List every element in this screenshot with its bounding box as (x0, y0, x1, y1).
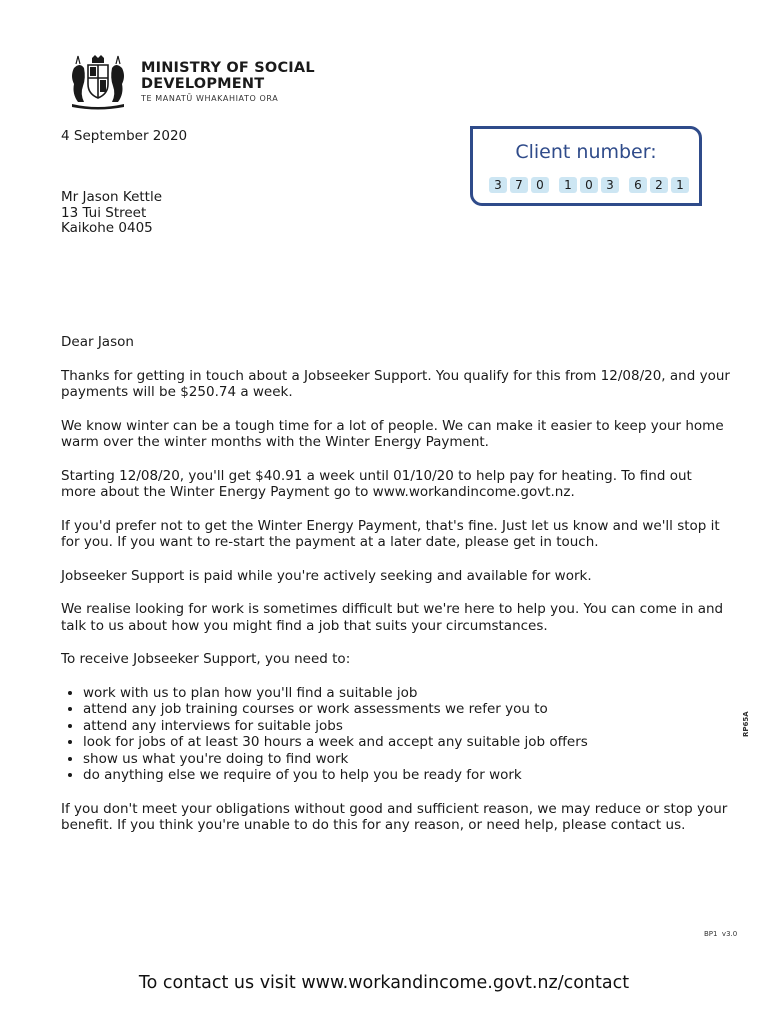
list-item: • attend any interviews for suitable jobs (83, 718, 731, 735)
paragraph: We know winter can be a tough time for a lot of people. We can make it easier to keep your home warm over the winter months with the Winter Energy Payment. (61, 417, 724, 450)
client-digit: 1 (559, 177, 577, 193)
client-number-box (470, 126, 702, 206)
side-code: RP65A (742, 711, 750, 737)
client-digit: 1 (671, 177, 689, 193)
ministry-name-line2: DEVELOPMENT (141, 76, 265, 92)
list-item: • work with us to plan how you'll find a suitable job (83, 685, 731, 702)
paragraph: We realise looking for work is sometimes difficult but we're here to help you. You can come in and talk to us about how you might find a job that suits your circumstances. (61, 601, 724, 634)
coat-of-arms-icon (66, 54, 130, 110)
client-digit: 0 (531, 177, 549, 193)
client-digit: 2 (650, 177, 668, 193)
recipient-city: Kaikohe 0405 (61, 220, 153, 236)
list-item: • look for jobs of at least 30 hours a week and accept any suitable job offers (83, 734, 731, 751)
client-digit: 7 (510, 177, 528, 193)
paragraph: Jobseeker Support is paid while you're actively seeking and available for work. (61, 567, 592, 584)
client-digit: 3 (489, 177, 507, 193)
footer-contact: To contact us visit www.workandincome.govt.nz/contact (138, 973, 630, 993)
recipient-street: 13 Tui Street (61, 204, 147, 221)
ministry-name-line1: MINISTRY OF SOCIAL (141, 60, 315, 76)
client-digit: 6 (629, 177, 647, 193)
closing-paragraph: If you don't meet your obligations without good and sufficient reason, we may reduce or stop your benefit. If you think you're unable to do this for any reason, or need help, please contact us. (61, 800, 728, 833)
recipient-name: Mr Jason Kettle (61, 189, 163, 205)
requirements-list (61, 685, 731, 784)
list-item: • show us what you're doing to find work (83, 751, 731, 768)
client-digit: 0 (580, 177, 598, 193)
paragraph: Starting 12/08/20, you'll get $40.91 a week until 01/10/20 to help pay for heating. To find out more about the Winter Energy Payment go to www.workandincome.govt.nz. (61, 467, 692, 500)
salutation: Dear Jason (61, 334, 134, 350)
client-number-label: Client number: (515, 141, 657, 163)
letter-date: 4 September 2020 (61, 128, 188, 144)
form-code: BP1 v3.0 (704, 930, 738, 938)
list-item: • attend any job training courses or work assessments we refer you to (83, 701, 731, 718)
ministry-logo (66, 54, 336, 110)
letter-body (61, 334, 731, 851)
paragraph: To receive Jobseeker Support, you need to: (61, 651, 351, 667)
client-digit: 3 (601, 177, 619, 193)
ministry-name (141, 60, 315, 92)
paragraph: Thanks for getting in touch about a Jobseeker Support. You qualify for this from 12/08/20, and your payments will be $250.74 a week. (61, 367, 730, 400)
list-item: • do anything else we require of you to help you be ready for work (83, 767, 731, 784)
recipient-address (61, 190, 162, 237)
paragraph: If you'd prefer not to get the Winter Energy Payment, that's fine. Just let us know and we'll stop it for you. If you want to re-start the payment at a later date, please get in touch. (61, 517, 720, 550)
ministry-name-maori: TE MANATŪ WHAKAHIATO ORA (141, 94, 279, 103)
client-number-digits (489, 177, 692, 193)
